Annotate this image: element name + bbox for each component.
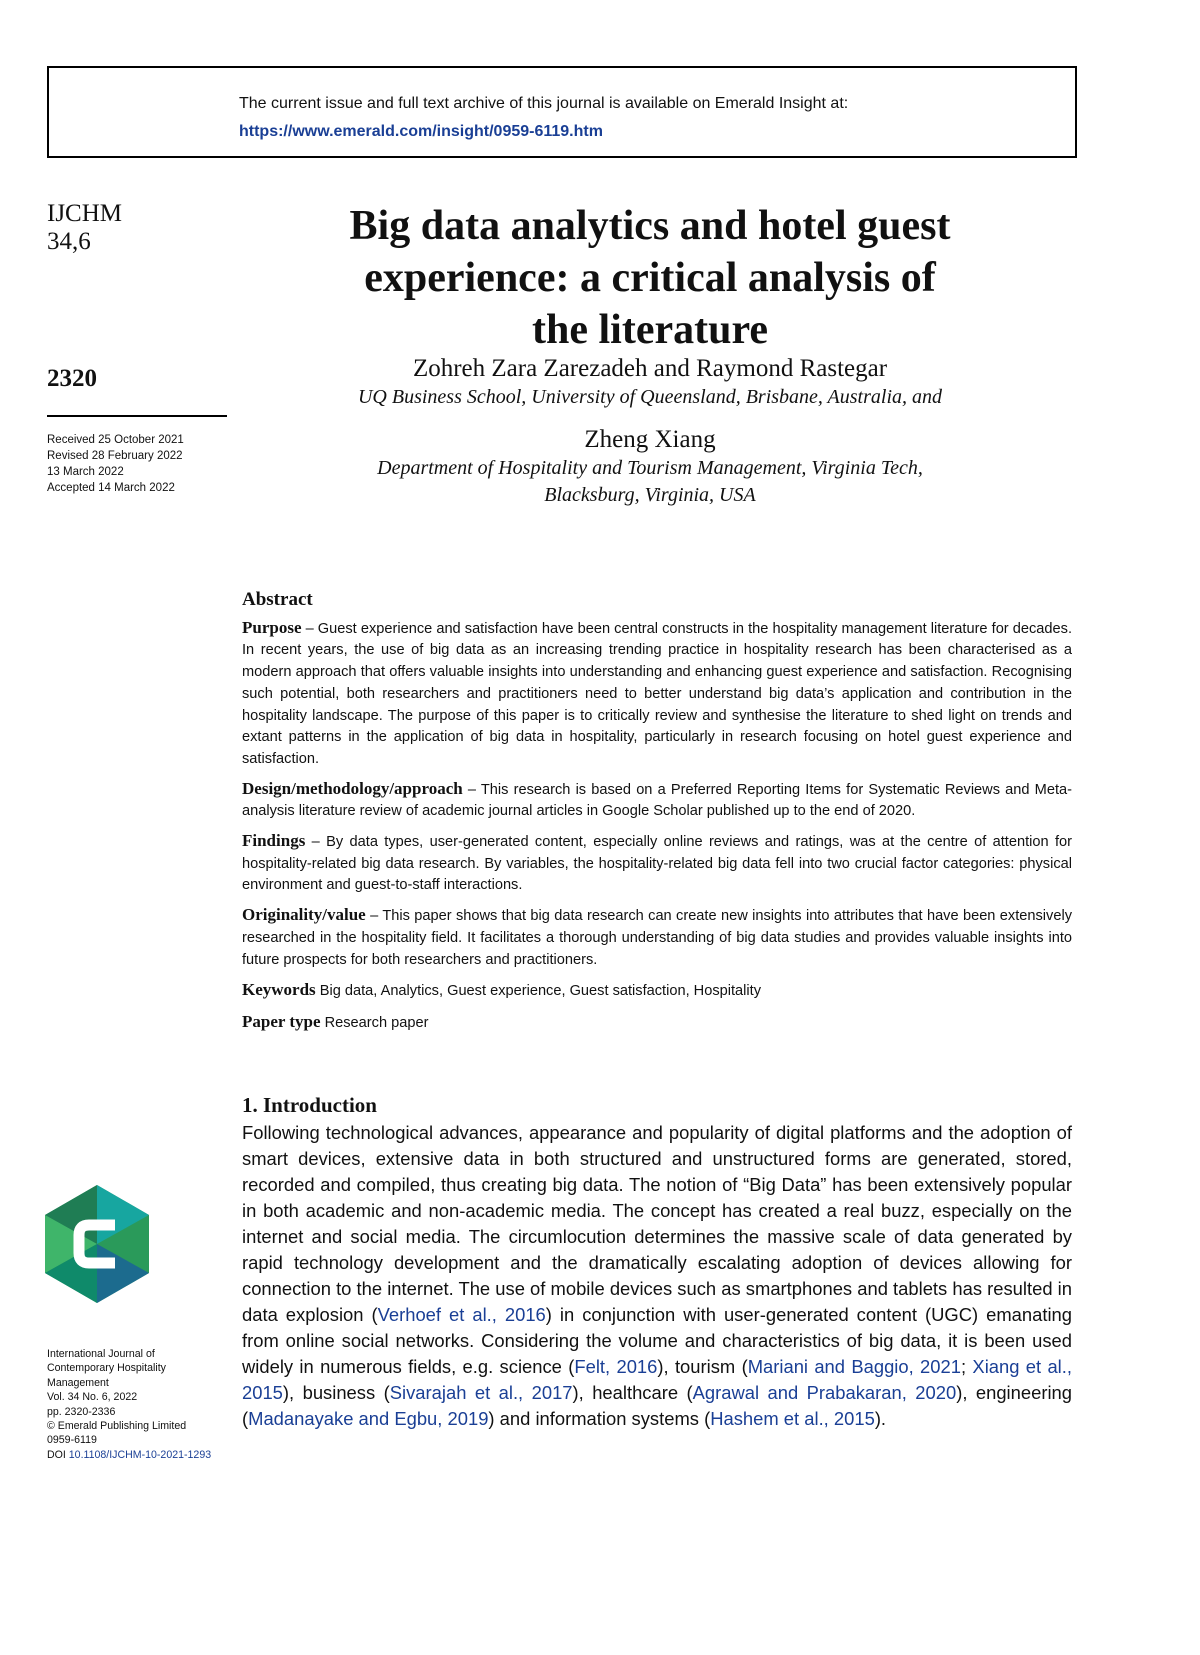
intro-text: ), healthcare ( [572, 1382, 693, 1403]
intro-text: ) in conjunction with user-generated content (UGC) emanating from online social networks. Considering the volume and characteristics of big data, it is been used widely in numerous fields, e.g. science ( [242, 1304, 1072, 1377]
banner-text-block [239, 90, 848, 146]
purpose-text: – Guest experience and satisfaction have been central constructs in the hospitality management literature for decades. In recent years, the use of big data as an increasing trending practice in hospitality research has been characterised as a modern approach that offers valuable insights into understanding and enhancing guest experience and satisfaction. Recognising such potential, both researchers and practitioners need to better understand big data’s application and contribution in the hospitality landscape. The purpose of this paper is to critically review and synthesise the literature to shed light on trends and extant patterns in the application of big data in hospitality, particularly in research focusing on hotel guest experience and satisfaction. [242, 620, 1072, 767]
journal-name-line: Management [47, 1376, 109, 1389]
banner-text: The current issue and full text archive of this journal is available on Emerald Insight at: [239, 95, 849, 112]
findings-text: – By data types, user-generated content, especially online reviews and ratings, was at the centre of attention for hospitality-related big data research. By variables, the hospitality-related big data fell into two crucial factor categories: physical environment and guest-to-staff interactions. [242, 834, 1072, 894]
paper-title [240, 200, 1060, 356]
crossmark-logo-icon[interactable] [45, 1185, 149, 1303]
journal-info-block [47, 1347, 227, 1462]
abstract-heading: Abstract [242, 589, 313, 610]
submission-dates [47, 432, 227, 496]
paper-type-text: Research paper [320, 1014, 429, 1031]
intro-text: ). [874, 1408, 887, 1429]
introduction-heading: 1. Introduction [242, 1093, 377, 1117]
intro-text: ), tourism ( [657, 1356, 748, 1377]
affiliation-2-line-1: Department of Hospitality and Tourism Management, Virginia Tech, [377, 457, 923, 479]
design-text: – This research is based on a Preferred Reporting Items for Systematic Reviews and Meta-analysis literature review of academic journal articles in Google Scholar published up to the end of 2020. [242, 781, 1072, 820]
citation-link[interactable]: Agrawal and Prabakaran, 2020 [692, 1382, 957, 1403]
abstract-originality [242, 904, 1072, 971]
journal-code-block [47, 200, 227, 256]
journal-pages: pp. 2320-2336 [47, 1405, 116, 1418]
citation-link[interactable]: Madanayake and Egbu, 2019 [248, 1408, 489, 1429]
paper-type [242, 1011, 1072, 1035]
journal-code: IJCHM [47, 200, 123, 227]
citation-link[interactable]: Felt, 2016 [574, 1356, 658, 1377]
keywords-label: Keywords [242, 980, 316, 1000]
intro-text: Following technological advances, appearance and popularity of digital platforms and the adoption of smart devices, extensive data in both structured and unstructured forms are generated, stored, recorded and compiled, thus creating big data. The notion of “Big Data” has been extensively popular in both academic and non-academic media. The concept has created a real buzz, especially on the internet and social media. The circumlocution determines the massive scale of data generated by rapid technology development and the dramatically escalating adoption of devices allowing for connection to the internet. The use of mobile devices such as smartphones and tablets has resulted in data explosion ( [242, 1122, 1072, 1325]
paper-type-label: Paper type [242, 1011, 321, 1031]
author-block-1 [240, 354, 1060, 411]
intro-text: ; [960, 1356, 973, 1377]
abstract-design [242, 778, 1072, 823]
date-revised-2: 13 March 2022 [47, 466, 124, 478]
introduction-section [242, 1093, 1072, 1432]
date-accepted: Accepted 14 March 2022 [47, 482, 175, 494]
archive-banner [47, 66, 1077, 158]
purpose-label: Purpose [242, 617, 302, 637]
citation-link[interactable]: Sivarajah et al., 2017 [389, 1382, 573, 1403]
journal-volume: Vol. 34 No. 6, 2022 [47, 1391, 138, 1404]
title-line: the literature [532, 307, 768, 353]
author-block-2 [240, 425, 1060, 509]
keywords-text: Big data, Analytics, Guest experience, Guest satisfaction, Hospitality [315, 983, 762, 1000]
journal-name-line: Contemporary Hospitality [47, 1362, 166, 1375]
originality-label: Originality/value [242, 905, 366, 925]
citation-link[interactable]: Verhoef et al., 2016 [377, 1304, 546, 1325]
intro-text: ), business ( [282, 1382, 390, 1403]
author-names-1: Zohreh Zara Zarezadeh and Raymond Rastegar [412, 355, 888, 382]
introduction-paragraph [242, 1120, 1072, 1432]
issn: 0959-6119 [47, 1434, 97, 1447]
citation-link[interactable]: Mariani and Baggio, 2021 [747, 1356, 961, 1377]
abstract-purpose [242, 617, 1072, 771]
journal-volume-issue: 34,6 [47, 228, 91, 255]
intro-text: ), engineering ( [242, 1382, 1072, 1429]
intro-text: ) and information systems ( [488, 1408, 711, 1429]
left-divider [47, 415, 227, 417]
date-received: Received 25 October 2021 [47, 434, 184, 446]
title-line: Big data analytics and hotel guest [349, 203, 951, 249]
publisher: © Emerald Publishing Limited [47, 1420, 187, 1433]
page-number: 2320 [47, 365, 97, 392]
abstract-section [242, 589, 1072, 1042]
date-revised: Revised 28 February 2022 [47, 450, 183, 462]
doi-link[interactable]: 10.1108/IJCHM-10-2021-1293 [68, 1448, 212, 1461]
design-label: Design/methodology/approach [242, 778, 463, 798]
journal-name-line: International Journal of [47, 1348, 155, 1360]
affiliation-1: UQ Business School, University of Queensland, Brisbane, Australia, and [357, 386, 943, 408]
originality-text: – This paper shows that big data research can create new insights into attributes that have been extensively researched in the hospitality field. It facilitates a thorough understanding of big data studies and provides valuable insights into future prospects for both researchers and practitioners. [242, 908, 1072, 968]
findings-label: Findings [242, 831, 306, 851]
abstract-findings [242, 830, 1072, 897]
affiliation-2-line-2: Blacksburg, Virginia, USA [544, 484, 756, 506]
citation-link[interactable]: Xiang et al., 2015 [242, 1356, 1072, 1403]
doi-label: DOI [47, 1448, 69, 1461]
keywords [242, 979, 1072, 1003]
author-names-2: Zheng Xiang [584, 426, 716, 453]
doi-line [47, 1448, 227, 1462]
citation-link[interactable]: Hashem et al., 2015 [710, 1408, 875, 1429]
title-line: experience: a critical analysis of [364, 255, 936, 301]
journal-url-link[interactable]: https://www.emerald.com/insight/0959-6119.htm [239, 123, 603, 140]
